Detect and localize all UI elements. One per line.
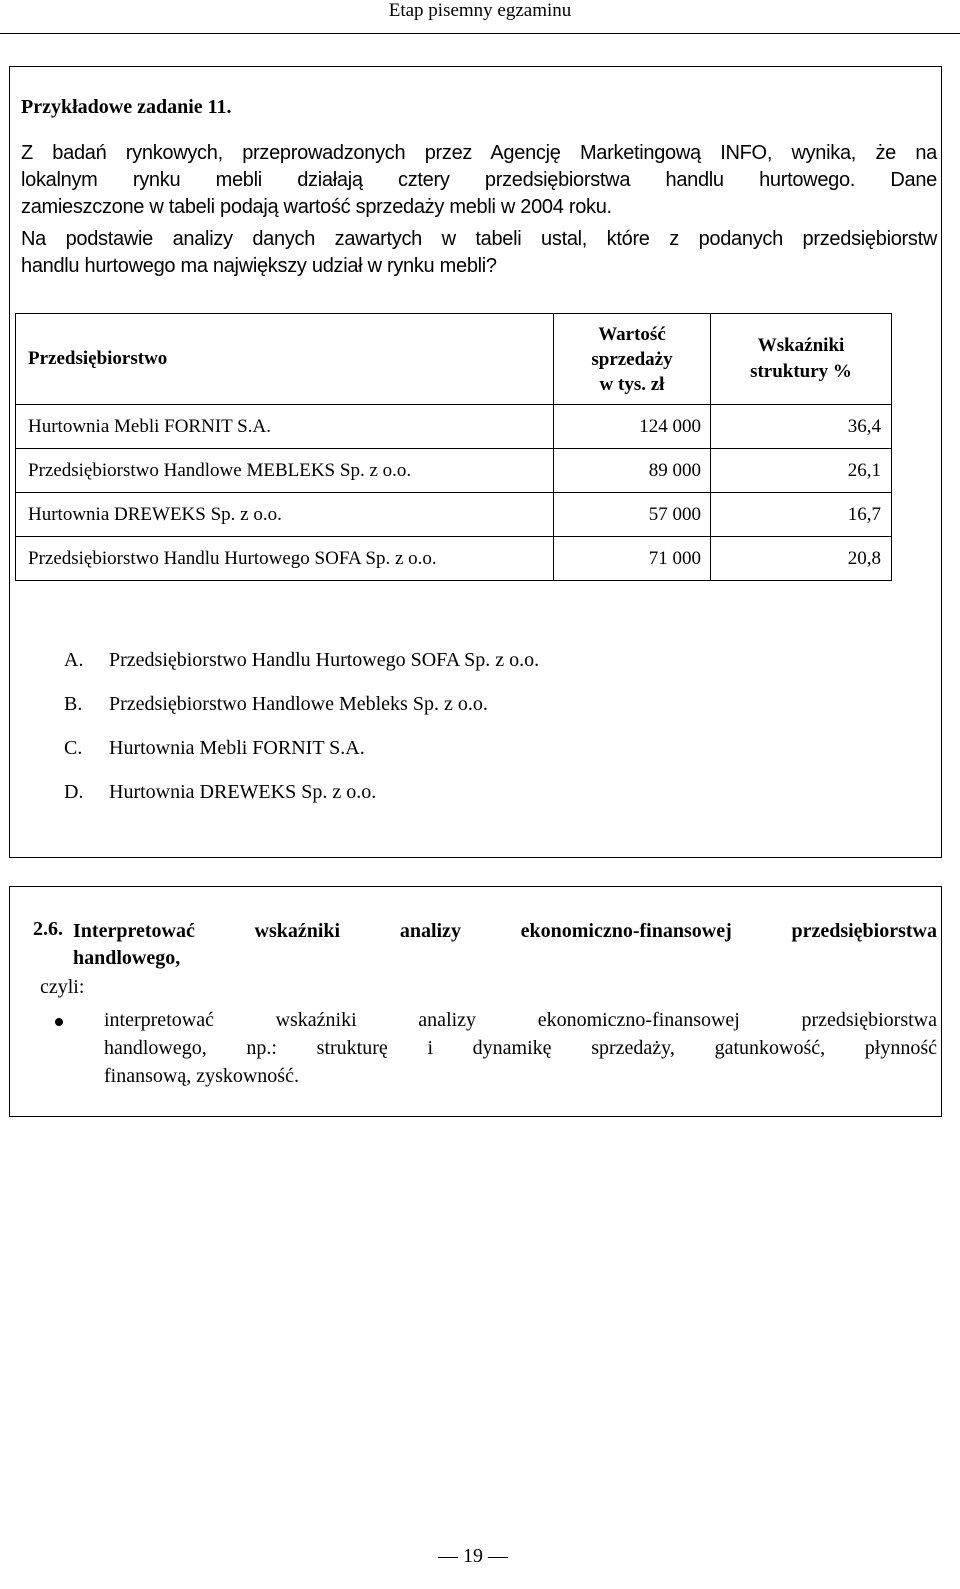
cell-share: 36,4 [711,405,892,449]
table-row [16,493,892,537]
cell-company: Przedsiębiorstwo Handlowe MEBLEKS Sp. z o.o. [16,449,554,493]
answer-letter: C. [64,737,83,759]
answer-letter: D. [64,781,84,803]
cell-company: Przedsiębiorstwo Handlu Hurtowego SOFA Sp. z o.o. [16,537,554,581]
header-rule [0,33,960,34]
header-sales-line: w tys. zł [599,373,665,395]
answer-letter: B. [64,693,83,715]
answer-text: Przedsiębiorstwo Handlowe Mebleks Sp. z o.o. [109,693,488,715]
text-line: zamieszczone w tabeli podają wartość sprzedaży mebli w 2004 roku. [21,196,612,218]
answer-letter: A. [64,649,84,671]
section-heading [73,918,937,972]
answer-text: Hurtownia Mebli FORNIT S.A. [109,737,365,759]
cell-company: Hurtownia Mebli FORNIT S.A. [16,405,554,449]
header-structure-line: Wskaźniki [757,335,845,356]
table-row [16,449,892,493]
section-number: 2.6. [33,918,63,940]
cell-sales: 71 000 [554,537,711,581]
answer-text: Hurtownia DREWEKS Sp. z o.o. [109,781,377,803]
cell-sales: 57 000 [554,493,711,537]
answer-text: Przedsiębiorstwo Handlu Hurtowego SOFA Sp. z o.o. [109,649,540,671]
cell-sales: 124 000 [554,405,711,449]
text-line: Na podstawie analizy danych zawartych w tabeli ustal, które z podanych przedsiębiorstw [21,228,937,250]
task-paragraph-1 [21,140,937,221]
cell-share: 26,1 [711,449,892,493]
answer-option[interactable] [64,733,539,777]
text-line: lokalnym rynku mebli działają cztery przedsiębiorstwa handlu hurtowego. Dane [21,169,937,191]
text-line: handlowego, np.: strukturę i dynamikę sprzedaży, gatunkowość, płynność [104,1037,937,1059]
cell-share: 16,7 [711,493,892,537]
cell-sales: 89 000 [554,449,711,493]
sales-table [15,313,892,581]
table-row [16,537,892,581]
header-sales-line: Wartość [598,323,666,345]
header-title: Etap pisemny egzaminu [388,0,572,21]
text-line: Z badań rynkowych, przeprowadzonych przez Agencję Marketingową INFO, wynika, że na [21,142,937,164]
task-title: Przykładowe zadanie 11. [21,96,232,118]
header-sales-line: sprzedaży [591,348,673,370]
answer-option[interactable] [64,689,539,733]
header-structure [711,314,892,405]
cell-company: Hurtownia DREWEKS Sp. z o.o. [16,493,554,537]
header-structure-line: struktury % [750,361,852,382]
text-line: interpretować wskaźniki analizy ekonomiczno-finansowej przedsiębiorstwa [104,1009,937,1031]
text-line: Interpretować wskaźniki analizy ekonomiczno-finansowej przedsiębiorstwa [73,920,937,942]
bullet-text [104,1006,937,1090]
task-paragraph-2 [21,226,937,280]
answer-option[interactable] [64,777,539,821]
bullet-icon [55,1018,63,1026]
cell-share: 20,8 [711,537,892,581]
table-row [16,405,892,449]
text-line: handlu hurtowego ma największy udział w rynku mebli? [21,255,497,277]
table-header-row [16,314,892,405]
page-number: — 19 — [438,1545,508,1567]
answer-option[interactable] [64,645,539,689]
answer-list [64,645,539,821]
section-czyli: czyli: [40,976,85,998]
header-company: Przedsiębiorstwo [16,314,554,405]
header-sales [554,314,711,405]
text-line: handlowego, [73,947,181,969]
text-line: finansową, zyskowność. [104,1065,299,1087]
